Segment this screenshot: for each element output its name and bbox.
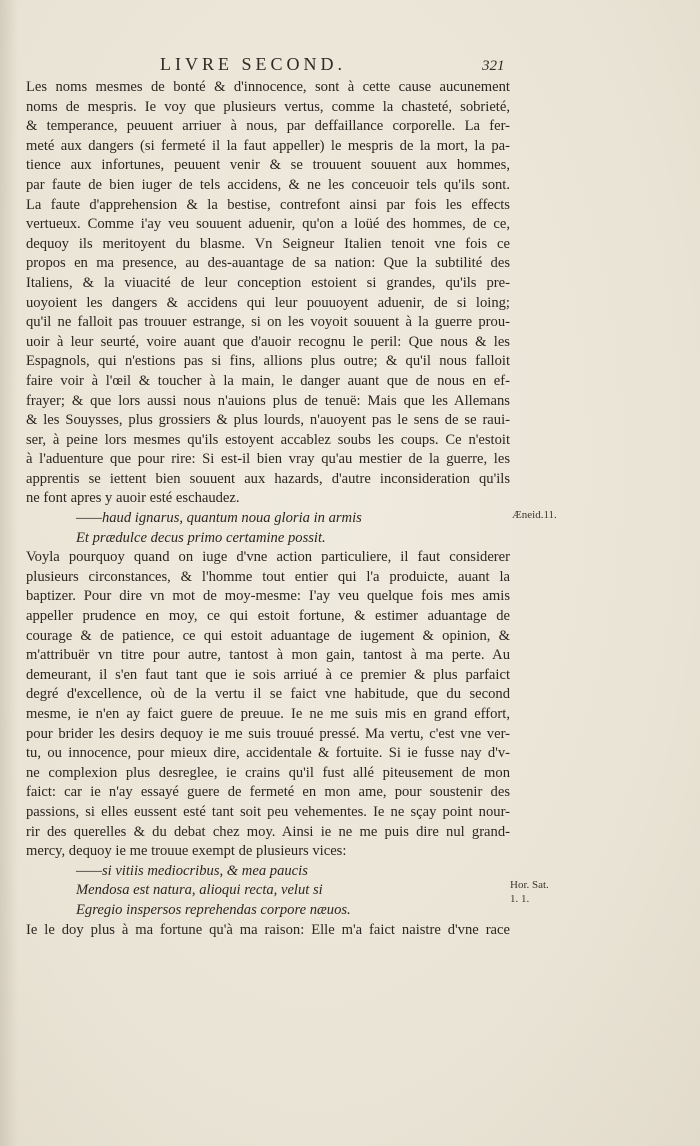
text-line: apprentis se iettent bien souuent aux hazards, d'autre inconsideration qu'ils [26, 470, 510, 487]
text-line: degré d'excellence, où de la vertu il se faict vne habitude, que du second [26, 686, 510, 703]
text-line: frayer; & que lors aussi nous n'auions plus de tenuë: Mais que les Allemans [26, 392, 510, 409]
text-line: dequoy ils meritoyent du blasme. Vn Seigneur Italien tenoit vne fois ce [26, 235, 510, 252]
text-line: vertueux. Comme i'ay veu souuent aduenir, qu'on a loüé des hommes, de ce, [26, 216, 510, 233]
text-line: courage & de patience, ce qui estoit aduantage de iugement & opinion, & [26, 627, 510, 644]
running-title: LIVRE SECOND. [160, 54, 346, 74]
margin-note-horace-line-2: 1. 1. [510, 893, 530, 905]
text-line: demeurant, il s'en faut tant que ie sois arriué à ce premier & plus parfaict [26, 666, 510, 683]
text-line: uoir à leur seurté, voire auant que d'auoir recognu le peril: Que nous & les [26, 333, 510, 350]
text-line: La faute d'apprehension & la bestise, contrefont ainsi par fois les effects [26, 196, 510, 213]
paragraph-1 [26, 78, 510, 509]
text-line: Espagnols, qui n'estions pas si fins, allions plus outre; & qu'il nous falloit [26, 353, 510, 370]
text-line: faire voir à l'œil & toucher à la main, le danger auant que de nous en ef- [26, 372, 510, 389]
text-line: mesme, ie n'en ay faict guere de preuue. Ie ne me suis mis en grand effort, [26, 706, 510, 722]
text-line: mercy, dequoy ie me trouue exempt de plusieurs vices: [26, 843, 347, 860]
verse-line: Mendosa est natura, alioqui recta, velut si [76, 882, 323, 899]
text-line: à l'aduenture que pour rire: Si est-il bien vray qu'au mestier de la guerre, les [26, 451, 510, 468]
text-line: passions, si elles eussent esté tant soit peu vehementes. Ie ne sçay point nour- [26, 803, 510, 820]
text-line: rir des querelles & du debat chez moy. Ainsi ie ne me puis dire nul grand- [26, 823, 510, 840]
text-line: baptizer. Pour dire vn mot de moy-mesme: I'ay veu quelque fois mes amis [26, 588, 510, 605]
text-line: & temperance, peuuent arriuer à nous, par deffaillance corporelle. La fer- [26, 118, 510, 135]
page-gutter-shadow [0, 0, 18, 1146]
main-text-block [26, 78, 510, 940]
text-line: Italiens, & la viuacité de leur conception estoient si grandes, qu'ils pre- [26, 274, 510, 291]
verse-line: Egregio inspersos reprehendas corpore næuos. [76, 901, 351, 918]
text-line: Voyla pourquoy quand on iuge d'vne action particuliere, il faut considerer [26, 549, 510, 566]
margin-note-horace-line-1: Hor. Sat. [510, 879, 549, 891]
text-line: plusieurs circonstances, & l'homme tout entier qui l'a produicte, auant la [26, 568, 510, 585]
verse-quotation-1 [26, 509, 510, 548]
text-line: meté aux dangers (si fermeté il la faut appeller) le mespris de la mort, la pa- [26, 137, 510, 154]
text-line: tience aux infortunes, peuuent venir & se trouuent souuent aux hommes, [26, 157, 510, 174]
text-line: pour brider les desirs dequoy ie me suis trouué pressé. Ma vertu, c'est vne ver- [26, 725, 510, 742]
text-line: ser, à peine lors mesmes qu'ils estoyent accablez soubs les coups. Ce n'estoit [26, 431, 510, 448]
verse-quotation-2 [26, 862, 510, 921]
text-line: par faute de bien iuger de tels accidens, & ne les conceuoir tels qu'ils sont. [26, 176, 510, 193]
margin-note-horace [510, 878, 549, 906]
paragraph-2 [26, 548, 510, 862]
text-line: noms de mespris. Ie voy que plusieurs vertus, comme la chasteté, sobrieté, [26, 98, 510, 115]
margin-note-aeneid: Æneid.11. [512, 509, 557, 521]
text-line: uoyoient les dangers & accidens qui leur pouuoyent aduenir, de si loing; [26, 294, 510, 311]
text-line: ne complexion plus desreglee, ie crains qu'il fust allé piteusement de mon [26, 764, 510, 781]
final-text-line: Ie le doy plus à ma fortune qu'à ma raison: Elle m'a faict naistre d'vne race [26, 921, 510, 938]
verse-line: ——si vitiis mediocribus, & mea paucis [76, 862, 308, 879]
text-line: m'attribuër vn titre pour autre, tantost à mon gain, tantost à ma perte. Au [26, 647, 510, 664]
verse-line: ——haud ignarus, quantum noua gloria in armis [76, 510, 362, 527]
text-line: propos en ma presence, au des-auantage de sa nation: Que la subtilité des [26, 255, 510, 272]
text-line: Les noms mesmes de bonté & d'innocence, sont à cette cause aucunement [26, 79, 510, 95]
text-line: & les Souysses, plus grossiers & plus lourds, n'auoyent pas le sens de se raui- [26, 412, 510, 429]
page-number: 321 [482, 58, 505, 74]
text-line: ne font apres y auoir esté eschaudez. [26, 490, 240, 507]
text-line: qu'il ne falloit pas trouuer estrange, si on les voyoit souuent à la guerre prou- [26, 314, 510, 331]
text-line: tu, ou innocence, pour mieux dire, accidentale & fortuite. Si ie fusse nay d'v- [26, 745, 510, 762]
text-line: appeller prudence en moy, ce qui estoit fortune, & estimer aduantage de [26, 608, 510, 625]
verse-line: Et prædulce decus primo certamine possit. [76, 529, 326, 546]
text-line: faict: car ie n'ay essayé guere de fermeté en mon ame, pour soustenir des [26, 784, 510, 801]
